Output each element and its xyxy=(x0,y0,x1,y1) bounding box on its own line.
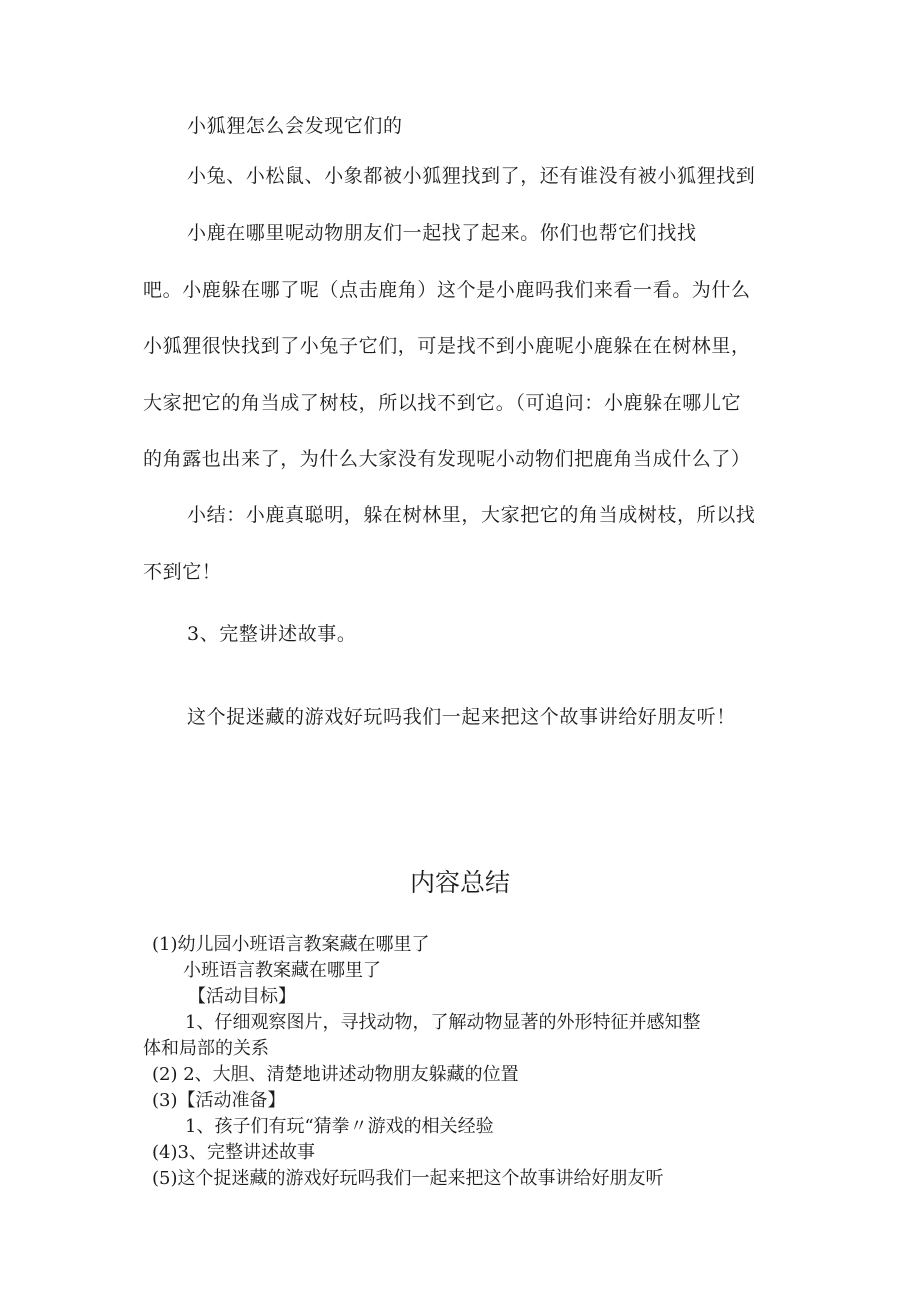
body-paragraph-line: 小结：小鹿真聪明，躲在树林里，大家把它的角当成树枝，所以找 xyxy=(187,504,756,526)
body-paragraph-line: 的角露也出来了，为什么大家没有发现呢小动物们把鹿角当成什么了） xyxy=(143,448,751,470)
summary-line: (2) 2、大胆、清楚地讲述动物朋友躲藏的位置 xyxy=(152,1064,519,1085)
body-paragraph-line: 大家把它的角当成了树枝，所以找不到它。（可追问：小鹿躲在哪儿它 xyxy=(143,392,742,414)
body-paragraph-line: 小狐狸怎么会发现它们的 xyxy=(187,115,403,137)
summary-line: 小班语言教案藏在哪里了 xyxy=(183,960,381,981)
body-paragraph-line: 3、完整讲述故事。 xyxy=(187,623,357,645)
body-paragraph-line: 这个捉迷藏的游戏好玩吗我们一起来把这个故事讲给好朋友听！ xyxy=(187,706,736,728)
summary-line: 体和局部的关系 xyxy=(143,1038,269,1059)
summary-line: 1、仔细观察图片，寻找动物，了解动物显著的外形特征并感知整 xyxy=(185,1012,701,1033)
body-paragraph-line: 小鹿在哪里呢动物朋友们一起找了起来。你们也帮它们找找 xyxy=(187,222,697,244)
summary-line: (3)【活动准备】 xyxy=(152,1090,286,1111)
summary-line: (1)幼儿园小班语言教案藏在哪里了 xyxy=(152,934,430,955)
summary-line: 【活动目标】 xyxy=(188,986,296,1007)
summary-title: 内容总结 xyxy=(409,868,510,897)
body-paragraph-line: 小兔、小松鼠、小象都被小狐狸找到了，还有谁没有被小狐狸找到 xyxy=(187,165,756,187)
body-paragraph-line: 不到它！ xyxy=(143,561,222,583)
summary-line: (5)这个捉迷藏的游戏好玩吗我们一起来把这个故事讲给好朋友听 xyxy=(152,1168,664,1189)
body-paragraph-line: 吧。小鹿躲在哪了呢（点击鹿角）这个是小鹿吗我们来看一看。为什么 xyxy=(143,279,751,301)
summary-line: (4)3、完整讲述故事 xyxy=(152,1142,315,1163)
body-paragraph-line: 小狐狸很快找到了小兔子它们，可是找不到小鹿呢小鹿躲在在树林里， xyxy=(143,335,751,357)
summary-line: 1、孩子们有玩“猜拳〃游戏的相关经验 xyxy=(185,1116,494,1137)
